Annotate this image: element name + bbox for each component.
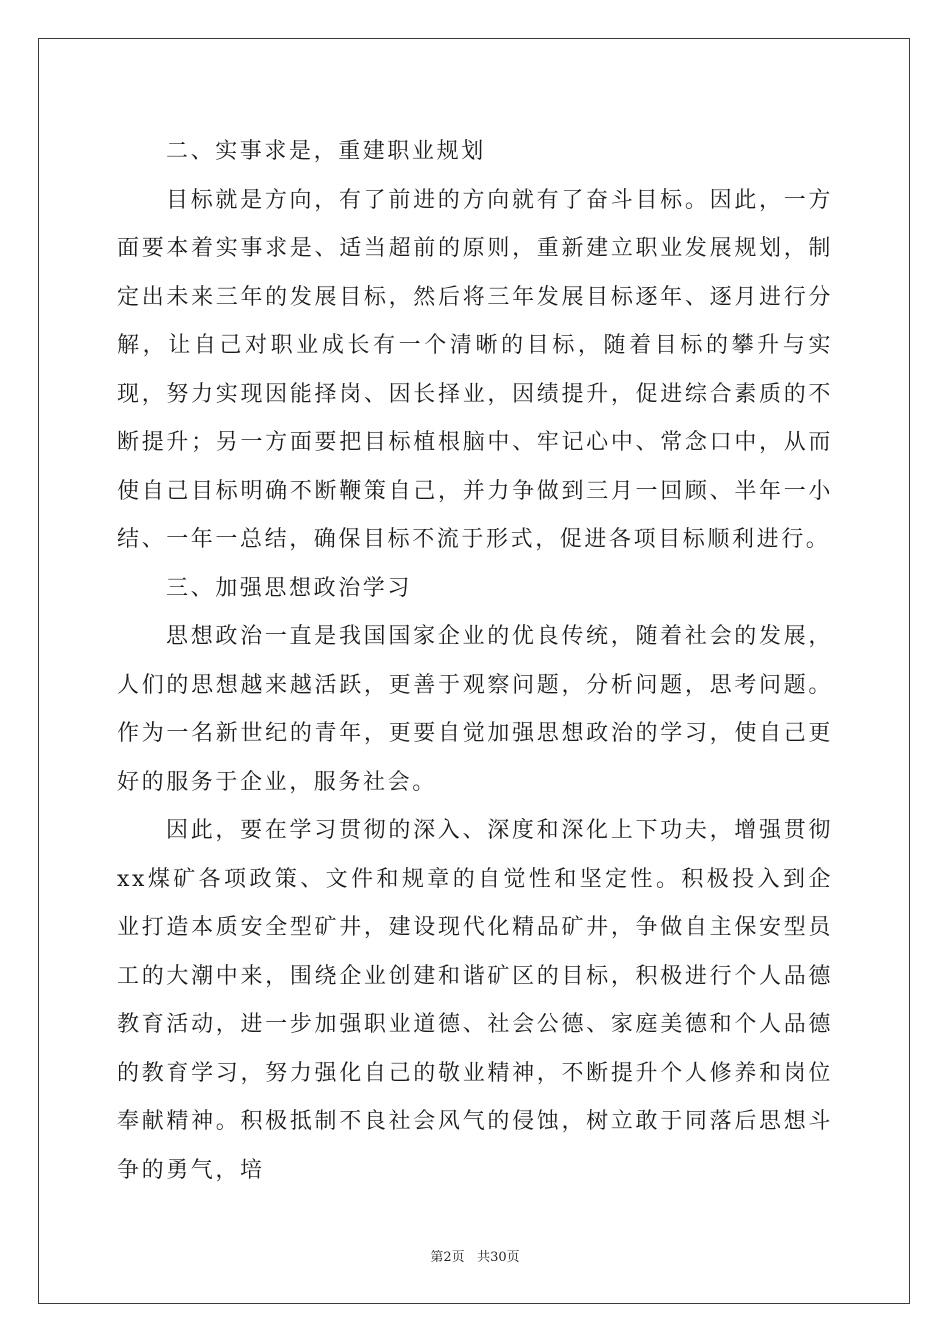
body-paragraph: 因此，要在学习贯彻的深入、深度和深化上下功夫，增强贯彻xx煤矿各项政策、文件和规章的自觉性和坚定性。积极投入到企业打造本质安全型矿井，建设现代化精品矿井，争做自主保安型员工的大潮中来，围绕企业创建和谐矿区的目标，积极进行个人品德教育活动，进一步加强职业道德、社会公德、家庭美德和个人品德的教育学习，努力强化自己的敬业精神，不断提升个人修养和岗位奉献精神。积极抵制不良社会风气的侵蚀，树立敢于同落后思想斗争的勇气，培	[117, 818, 833, 1183]
body-paragraph: 思想政治一直是我国国家企业的优良传统，随着社会的发展，人们的思想越来越活跃，更善于观察问题，分析问题，思考问题。作为一名新世纪的青年，更要自觉加强思想政治的学习，使自己更好的服务于企业，服务社会。	[117, 624, 833, 795]
page-footer	[0, 1246, 950, 1265]
body-paragraph: 目标就是方向，有了前进的方向就有了奋斗目标。因此，一方面要本着实事求是、适当超前的原则，重新建立职业发展规划，制定出未来三年的发展目标，然后将三年发展目标逐年、逐月进行分解，让自己对职业成长有一个清晰的目标，随着目标的攀升与实现，努力实现因能择岗、因长择业，因绩提升，促进综合素质的不断提升；另一方面要把目标植根脑中、牢记心中、常念口中，从而使自己目标明确不断鞭策自己，并力争做到三月一回顾、半年一小结、一年一总结，确保目标不流于形式，促进各项目标顺利进行。	[117, 187, 833, 552]
page-total: 共30页	[477, 1250, 520, 1265]
page-number: 第2页	[430, 1250, 465, 1265]
section-heading-2: 二、实事求是，重建职业规划	[166, 139, 486, 164]
section-heading-3: 三、加强思想政治学习	[166, 575, 413, 601]
document-body	[117, 128, 833, 1195]
